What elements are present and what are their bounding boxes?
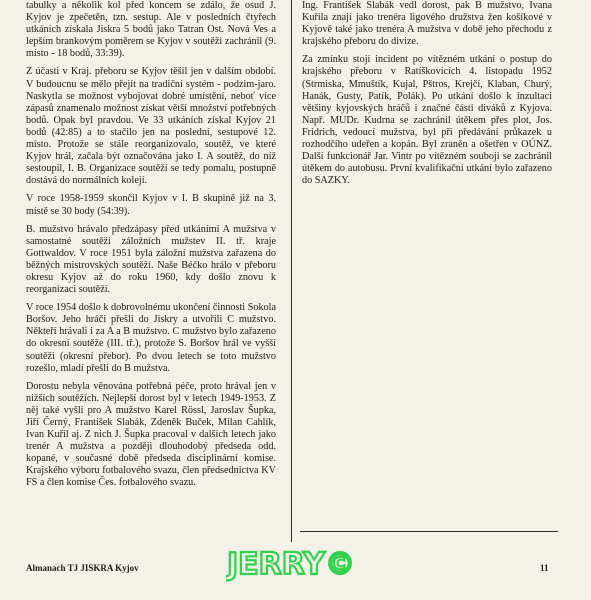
right-text-column bbox=[302, 0, 552, 193]
paragraph: V roce 1958-1959 skončil Kyjov v I. B skupině již na 3. místě se 30 body (54:39). bbox=[26, 193, 276, 217]
paragraph: Ing. František Slabák vedl dorost, pak B mužstvo, Ivana Kuřila znají jako trenéra ligového družstva žen košíkové v Kyjově také jako trenéra A mužstva v době jeho přechodu z krajského přeboru do divize. bbox=[302, 0, 552, 48]
column-end-rule bbox=[300, 531, 558, 532]
paragraph: V roce 1954 došlo k dobrovolnému ukončení činnosti Sokola Boršov. Jeho hráči přešli do Jiskry a utvořili C mužstvo. Někteří hrávali i za A a B mužstvo. C mužstvo bylo zařazeno do okresní soutěže (III. tř.), protože S. Boršov hrál ve vyšší soutěži (okresní přebor). Po dvou letech se toto mužstvo rozešlo, mladí přešli do B mužstva. bbox=[26, 302, 276, 374]
publication-title: Almanach TJ JISKRA Kyjov bbox=[26, 563, 139, 573]
left-text-column bbox=[26, 0, 276, 496]
paragraph: tabulky a několik kol před koncem se zdálo, že osud J. Kyjov je zpečetěn, tzn. sestup. Ale v posledních čtyřech utkáních získala Jiskra 5 bodů jako Tatran Ost. Nová Ves a lepším brankovým poměrem se Kyjov v soutěži zachránil (9. místo - 18 bodů, 33:39). bbox=[26, 0, 276, 60]
column-divider bbox=[291, 0, 292, 542]
page-number: 11 bbox=[540, 563, 549, 573]
paragraph: B. mužstvo hrávalo předzápasy před utkáními A mužstva v samostatné soutěži záložních mužstev II. tř. kraje Gottwaldov. V roce 1951 byla záložní mužstva zařazena do běžných mistrovských soutěží. Naše Béčko hrálo v přeboru okresu Kyjov až do roku 1960, kdy došlo znovu k reorganizaci soutěží. bbox=[26, 223, 276, 296]
paragraph: Za zmínku stojí incident po vítězném utkání o postup do krajského přeboru v Ratíškovicích 4. listopadu 1952 (Strmiska, Mmuštík, Kujal, Pštros, Krejčí, Klaban, Churý, Hanák, Gusty, Patík, Polák). Po utkání došlo k inzultaci většiny kyjovských hráčů i značné části diváků z Kyjova. Např. MUDr. Kudrna se zachránil útěkem přes plot, Jos. Fridrich, vedoucí mužstva, byl při předávání průkazek u rozhodčího udeřen a kopán. Byl zraněn a ošetřen v OÚNZ. Další funkcionář Jar. Vintr po vítězném souboji se zachránil útěkem do autobusu. První kvalifikační utkání bylo zařazeno do SAZKY. bbox=[302, 54, 552, 187]
logo-text: JERRY© bbox=[227, 547, 355, 582]
paragraph: Z účasti v Kraj. přeboru se Kyjov těšil jen v dalším období. V budoucnu se mělo přejít na tradiční systém - podzim-jaro. Naskytla se možnost vybojovat dobré umístění, neboť více zápasů znamenalo možnost získat větší množství potřebných bodů. Opak byl pravdou. Ve 33 utkáních získal Kyjov 21 bodů (42:85) a to stačilo jen na poslední, sestupové 12. místo. Protože se stále reorganizovalo, soutěž, ve které Kyjov hrál, začala být označována jako I. A soutěž, do níž sestoupil, I. B. Organizace soutěží se tedy pomalu, postupně dostává do normálních kolejí. bbox=[26, 66, 276, 187]
jerry-logo bbox=[226, 544, 356, 584]
paragraph: Dorostu nebyla věnována potřebná péče, proto hrával jen v nižších soutěžích. Nejlepší dorost byl v letech 1949-1953. Z něj také vyšli pro A mužstvo Karel Rössl, Jaroslav Šupka, Jiří Černý, František Slabák, Zdeněk Buček, Milan Cahlík, Ivan Kuřil aj. Z nich J. Šupka pracoval v dalších letech jako trenér A mužstva a později dlouhodobý předseda odd. kopané, v současné době předseda disciplinární komise. Krajského výboru fotbalového svazu, člen předsednictva KV FS a člen komise Čes. fotbalového svazu. bbox=[26, 380, 276, 489]
